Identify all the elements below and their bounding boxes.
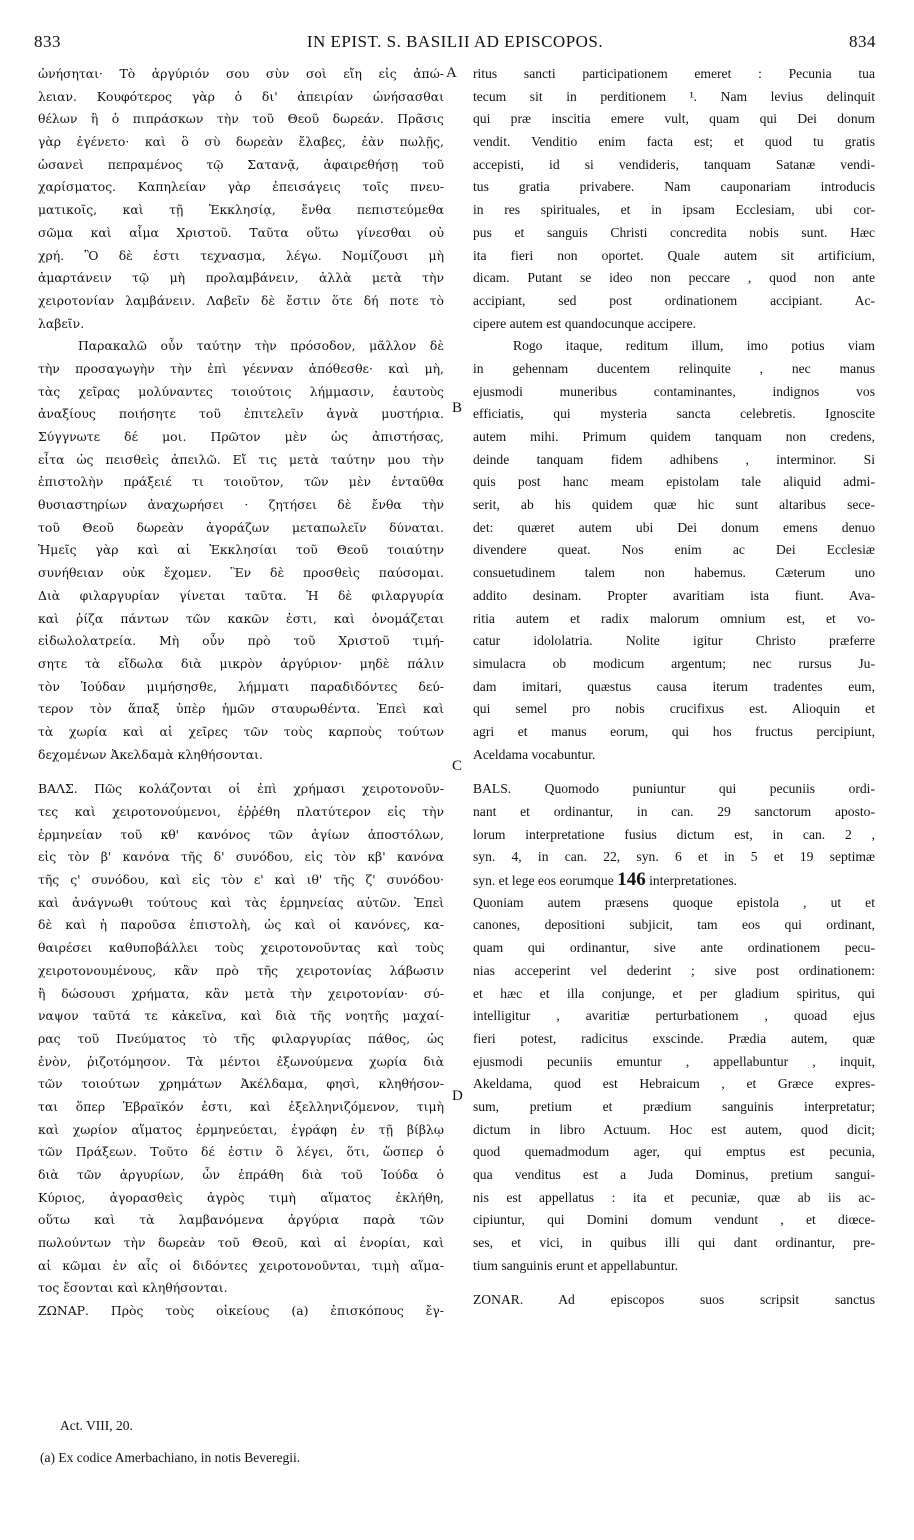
footnote-reference: Act. VIII, 20. — [60, 1418, 133, 1433]
greek-line: χειροτονουμένους, κἂν πρὸ τῆς χειροτονίας λάβωσιν — [38, 962, 444, 978]
greek-line: τοῦ Θεοῦ δωρεὰν ἀγοράζων μεταπωλεῖν δύναται. — [38, 519, 444, 535]
latin-line-with-column-number — [473, 869, 875, 892]
latin-line: fieri potest, radicitus exscinde. Prædia autem, quæ — [473, 1030, 875, 1046]
latin-line-tail: interpretationes. — [649, 873, 738, 889]
latin-line: nias acceperint vel dederint ; sive post ordinationem: — [473, 962, 875, 978]
margin-marker-c: C — [452, 758, 463, 774]
greek-line: τῶν τοιούτων χρημάτων Ἀκέλδαμα, φησὶ, κληθήσον- — [38, 1076, 444, 1092]
greek-line: σητε τὰ εἴδωλα διὰ μικρὸν ἀργύριον· μηδὲ πάλιν — [38, 655, 444, 671]
latin-line: quod quemadmodum ager, qui emptus est pecunia, — [473, 1144, 875, 1160]
latin-line: tecum sit in perditionem ¹. Nam levius delinquit — [473, 88, 875, 104]
greek-line: τὴν προσαγωγὴν τὴν ἐπὶ γέενναν ἀπόθεσθε· καὶ μὴ, — [38, 360, 444, 376]
greek-line: διὰ τῶν ἀργυρίων, ὧν ἐπράθη διὰ τοῦ Ἰούδα ὁ — [38, 1167, 444, 1182]
latin-line: in gehennam ducentem relinquite , nec manus — [473, 360, 875, 376]
latin-line: et hæc et illa conjunge, et per gladium spiritus, qui — [473, 985, 875, 1001]
greek-line: λαβεῖν. — [38, 315, 85, 331]
latin-line: accepisti, id si vendideris, tanquam Satanæ vendi- — [473, 156, 875, 172]
greek-line: αἱ κῶμαι ἐν αἷς οἱ διδόντες χειροτονοῦνται, τιμὴ αἵμα- — [38, 1257, 444, 1273]
latin-line: dam imitari, quæstus causa iterum tradentes eum, — [473, 678, 875, 694]
page-number-right: 834 — [849, 32, 876, 51]
latin-line: intelligitur , avaritiæ perturbationem , quoad ejus — [473, 1008, 875, 1024]
greek-line: συνήθειαν οὐκ ἔχομεν. Ἓν δὲ προσθεὶς παύσομαι. — [38, 565, 444, 581]
greek-line: τὰς χεῖρας μολύναντες τοιούτοις λήμμασιν, ἑαυτοὺς — [38, 383, 444, 399]
latin-line: quam qui ordinantur, sive ante ordinationem pecu- — [473, 940, 875, 956]
latin-line: canones, depositioni subjicit, tam eos qui ordinant, — [473, 917, 875, 933]
greek-line: ὠνήσηται· Τὸ ἀργύριόν σου σὺν σοὶ εἴη εἰς ἀπώ- — [38, 66, 444, 81]
greek-line: ἢ δώσουσι χρήματα, κἂν μετὰ τὴν χειροτονίαν· σύ- — [38, 985, 444, 1001]
greek-line: τῶν Πράξεων. Τοῦτο δέ ἐστιν ὃ λέγει, ὅτι, ὥσπερ ὁ — [38, 1144, 444, 1160]
greek-line: Ἡμεῖς γὰρ καὶ αἱ Ἐκκλησίαι τοῦ Θεοῦ τοιαύτην — [38, 542, 444, 558]
greek-line: τερον τὸν ἅπαξ ὑπὲρ ἡμῶν σταυρωθέντα. Ἐπεὶ καὶ — [38, 701, 444, 717]
greek-line: ματικοῖς, καὶ τῇ Ἐκκλησίᾳ, ἔνθα πεπιστεύμεθα — [38, 202, 444, 218]
latin-line: cipiuntur, qui Domini domum vendunt , et diœce- — [473, 1212, 875, 1228]
running-title: IN EPIST. S. BASILII AD EPISCOPOS. — [306, 32, 604, 51]
latin-line: BALS. Quomodo puniuntur qui pecuniis ordi- — [473, 781, 875, 797]
greek-line: Κύριος, ἀγορασθεὶς ἀγρὸς τιμὴ αἵματος ἐκλήθη, — [38, 1189, 444, 1205]
greek-line: καὶ ἀνάγνωθι τούτους καὶ τὰς ἑρμηνείας αὐτῶν. Ἐπεὶ — [38, 894, 444, 910]
latin-line: ritus sancti participationem emeret : Pecunia tua — [473, 66, 875, 81]
running-header — [34, 32, 876, 58]
latin-line: sum, pretium et prædium sanguinis interpretatur; — [473, 1098, 875, 1114]
greek-column — [38, 63, 444, 1323]
greek-line: χαρίσματος. Καπηλείαν γὰρ ἐπεισάγεις τοῖς πνευ- — [38, 179, 444, 195]
latin-line: dictum in libro Actuum. Hoc est autem, quod dicit; — [473, 1121, 875, 1137]
margin-marker-d: D — [452, 1088, 463, 1104]
greek-line: τος ἔσονται καὶ κληθήσονται. — [38, 1280, 228, 1296]
greek-line: εἰδωλολατρεία. Μὴ οὖν πρὸ τοῦ Χριστοῦ τιμή- — [38, 633, 444, 649]
greek-line: Διὰ φιλαργυρίαν γίνεται ταῦτα. Ἡ δὲ φιλαργυρία — [38, 587, 444, 603]
latin-line: ejusmodi muneribus contaminantes, indignos vos — [473, 383, 875, 399]
margin-marker-a: A — [446, 65, 457, 81]
page-number-left: 833 — [34, 32, 61, 51]
latin-column — [473, 63, 875, 1312]
margin-marker-b: B — [452, 400, 463, 416]
greek-line: ἐπιστολὴν πράξειέ τι τοιοῦτον, τῶν μὲν ἐνταῦθα — [38, 474, 444, 490]
footnote-source: (a) Ex codice Amerbachiano, in notis Beveregii. — [40, 1450, 301, 1465]
greek-line: χρή. Ὃ δὲ ἐστι τεχνασμα, λέγω. Νομίζουσι μὴ — [38, 247, 444, 263]
latin-line: serit, ab his quidem quæ hic sunt altaribus sece- — [473, 497, 875, 513]
latin-line: autem mihi. Primum quidem tanquam non credens, — [473, 429, 875, 444]
latin-line: agri et manus eorum, qui hos fructus percipiunt, — [473, 723, 875, 739]
latin-line: pus et sanguis Christi concredita nobis sunt. Hæc — [473, 224, 875, 240]
latin-line: accipiant, sed post ordinationem accipiant. Ac- — [473, 292, 875, 308]
latin-line: Aceldama vocabuntur. — [473, 746, 596, 762]
latin-line: lorum interpretatione fusius dictum est, in can. 2 , — [473, 826, 875, 842]
greek-line: ρας τοῦ Πνεύματος τὸ τῆς φιλαργυρίας πάθος, ὡς — [38, 1030, 444, 1046]
latin-line: ritia autem et radix malorum omnium est, et vo- — [473, 610, 875, 626]
latin-line: cipere autem est quandocunque accipere. — [473, 315, 697, 331]
greek-line: ναψον ταῦτά τε κἀκεῖνα, καὶ διὰ τῆς νοητῆς μαχαί- — [38, 1008, 444, 1024]
greek-line: ΒΑΛΣ. Πῶς κολάζονται οἱ ἐπὶ χρήμασι χειροτονοῦν- — [38, 781, 444, 797]
latin-line: quis post hanc meam epistolam tale aliquid admi- — [473, 474, 875, 490]
greek-line: ὡσανεὶ πεπραμένος τῷ Σατανᾷ, ἀφαιρεθήσῃ τοῦ — [38, 156, 444, 172]
greek-line: εἰς τὸν β' κανόνα τῆς δ' συνόδου, εἰς τὸν κβ' κανόνα — [38, 849, 444, 865]
latin-line: catur idololatria. Nolite igitur Christo præferre — [473, 633, 875, 649]
greek-line: καὶ ῥίζα πάντων τῶν κακῶν ἐστι, καὶ ὀνομάζεται — [38, 610, 444, 626]
greek-line: τὰ χωρία καὶ αἱ χεῖρες τῶν τοὺς καρποὺς τούτων — [38, 723, 444, 739]
latin-line: ZONAR. Ad episcopos suos scripsit sanctus — [473, 1292, 875, 1308]
greek-line: εἶτα ὡς πεισθεὶς ἀπειλῶ. Εἴ τις μετὰ ταύτην μου τὴν — [38, 451, 444, 467]
latin-line-text: syn. et lege eos eorumque — [473, 873, 614, 889]
latin-line: qui præ inscitia emere vult, quam qui Dei donum — [473, 111, 875, 127]
greek-line: Σύγγνωτε δέ μοι. Πρῶτον μὲν ὡς ἀπιστήσας, — [38, 429, 444, 444]
latin-line: qua venditus est a Juda Dominus, pretium sangui- — [473, 1167, 875, 1182]
latin-line: nis est appellatus : ita et pecuniæ, quæ ab iis ac- — [473, 1189, 875, 1205]
latin-line: divendere queat. Nos enim ac Dei Ecclesiæ — [473, 542, 875, 558]
greek-line: θυσιαστηρίων ἀναχωρήσει · ζητήσει δὲ ἔνθα τὴν — [38, 497, 444, 513]
latin-line: simulacra ob modicum argentum; nec rursus Ju- — [473, 655, 875, 671]
latin-line: vendit. Venditio enim facta est; et quod tu gratis — [473, 134, 875, 150]
greek-line: τες καὶ χειροτονούμενοι, ἐῤῥέθη πλατύτερον εἰς τὴν — [38, 804, 444, 819]
latin-line: nant et ordinantur, in can. 29 sanctorum aposto- — [473, 804, 875, 819]
greek-line: ἁμαρτάνειν τῷ μὴ προλαμβάνειν, ἀλλὰ μετὰ τὴν — [38, 270, 444, 286]
latin-line: in res spirituales, et in ipsam Ecclesiam, ubi cor- — [473, 202, 875, 218]
latin-line: syn. 4, in can. 22, syn. 6 et in 5 et 19 septimæ — [473, 849, 875, 865]
greek-line: Παρακαλῶ οὖν ταύτην τὴν πρόσοδον, μᾶλλον δὲ — [78, 338, 444, 354]
latin-line: addito desinam. Propter avaritiam ista fiunt. Ava- — [473, 587, 875, 603]
greek-line: καὶ χωρίον αἵματος ἑρμηνεύεται, ἐγράφη ἐν τῇ βίβλῳ — [38, 1121, 444, 1137]
greek-line: ἐνὸν, ῥιζοτόμησον. Τὰ μέντοι ἐξωνούμενα χωρία διὰ — [38, 1053, 444, 1069]
latin-line: Akeldama, quod est Hebraicum , et Græce expres- — [473, 1076, 875, 1092]
latin-line: ejusmodi pecuniis emuntur , appellabuntur , inquit, — [473, 1053, 875, 1069]
greek-line: τὸν Ἰούδαν μιμήσησθε, λήμματι παραδιδόντες δεύ- — [38, 678, 444, 694]
greek-line: ἀναξίους ποιήσητε τοῦ ἐπιτελεῖν ἁγνὰ μυστήρια. — [38, 406, 444, 422]
latin-line: efficiatis, qui mysteria sancta celebretis. Ignoscite — [473, 406, 875, 422]
latin-line: deinde tanquam fidem adhibens , interminor. Si — [473, 451, 875, 467]
greek-line: ται ὅπερ Ἑβραϊκόν ἐστι, καὶ ἐξελληνιζόμενον, τιμὴ — [38, 1098, 444, 1114]
latin-line: Quoniam autem præsens quoque epistola , ut et — [473, 894, 875, 910]
latin-line: tus gratia privabere. Nam cauponariam introducis — [473, 179, 875, 195]
greek-line: οὕτω καὶ τὰ λαμβανόμενα ἀργύρια παρὰ τῶν — [38, 1212, 444, 1228]
greek-line: δεχομένων Ἀκελδαμὰ κληθήσονται. — [38, 746, 263, 762]
greek-line: λειαν. Κουφότερος γὰρ ὁ δι' ἀπειρίαν ὠνήσασθαι — [38, 88, 444, 104]
greek-line: ἑρμηνείαν τοῦ κθ' κανόνος τῶν ἁγίων ἀποστόλων, — [38, 826, 444, 842]
greek-line: τῆς ς' συνόδου, καὶ εἰς τὸν ε' καὶ ιθ' τῆς ζ' συνόδου· — [38, 872, 444, 888]
latin-line: consuetudinem talem non habemus. Cæterum uno — [473, 565, 875, 581]
latin-line: det: quæret autem ubi Dei donum emens denuo — [473, 519, 875, 535]
greek-line: γὰρ ἐγένετο· καὶ ὃ σὺ δωρεὰν ἔλαβες, ἐὰν πωλῇς, — [38, 134, 444, 150]
latin-line: dicam. Putant se ideo non peccare , quod non ante — [473, 270, 875, 286]
column-number: 146 — [617, 869, 646, 891]
greek-line: θέλων ἢ ὁ πιπράσκων τὴν τοῦ Θεοῦ δωρεάν. Πρᾶσις — [38, 111, 444, 127]
latin-line: ses, et vici, in quibus illi qui dant ordinantur, pre- — [473, 1235, 875, 1251]
latin-line: qui semel pro nobis crucifixus est. Alioquin et — [473, 701, 875, 717]
greek-line: ΖΩΝΑΡ. Πρὸς τοὺς οἰκείους (a) ἐπισκόπους ἔγ- — [38, 1303, 444, 1319]
greek-line: πωλούντων τὴν δωρεὰν τοῦ Θεοῦ, καὶ αἱ ἐνορίαι, καὶ — [38, 1235, 444, 1251]
greek-line: θαιρέσει καθυποβάλλει τοὺς χειροτονοῦντας καὶ τοὺς — [38, 940, 444, 956]
latin-line: ita fieri non oportet. Quale autem sit artificium, — [473, 247, 875, 263]
latin-line: tium sanguinis erunt et appellabuntur. — [473, 1257, 679, 1273]
latin-line: Rogo itaque, reditum illum, imo potius viam — [513, 338, 875, 354]
greek-line: δὲ καὶ ἡ παροῦσα ἐπιστολὴ, ὡς καὶ οἱ κανόνες, κα- — [38, 917, 444, 933]
greek-line: χειροτονίαν λαμβάνειν. Λαβεῖν δὲ ἔστιν ὅτε δή ποτε τὸ — [38, 292, 444, 308]
greek-line: σῶμα καὶ αἷμα Χριστοῦ. Ταῦτα οὕτω γίνεσθαι οὐ — [38, 224, 444, 240]
